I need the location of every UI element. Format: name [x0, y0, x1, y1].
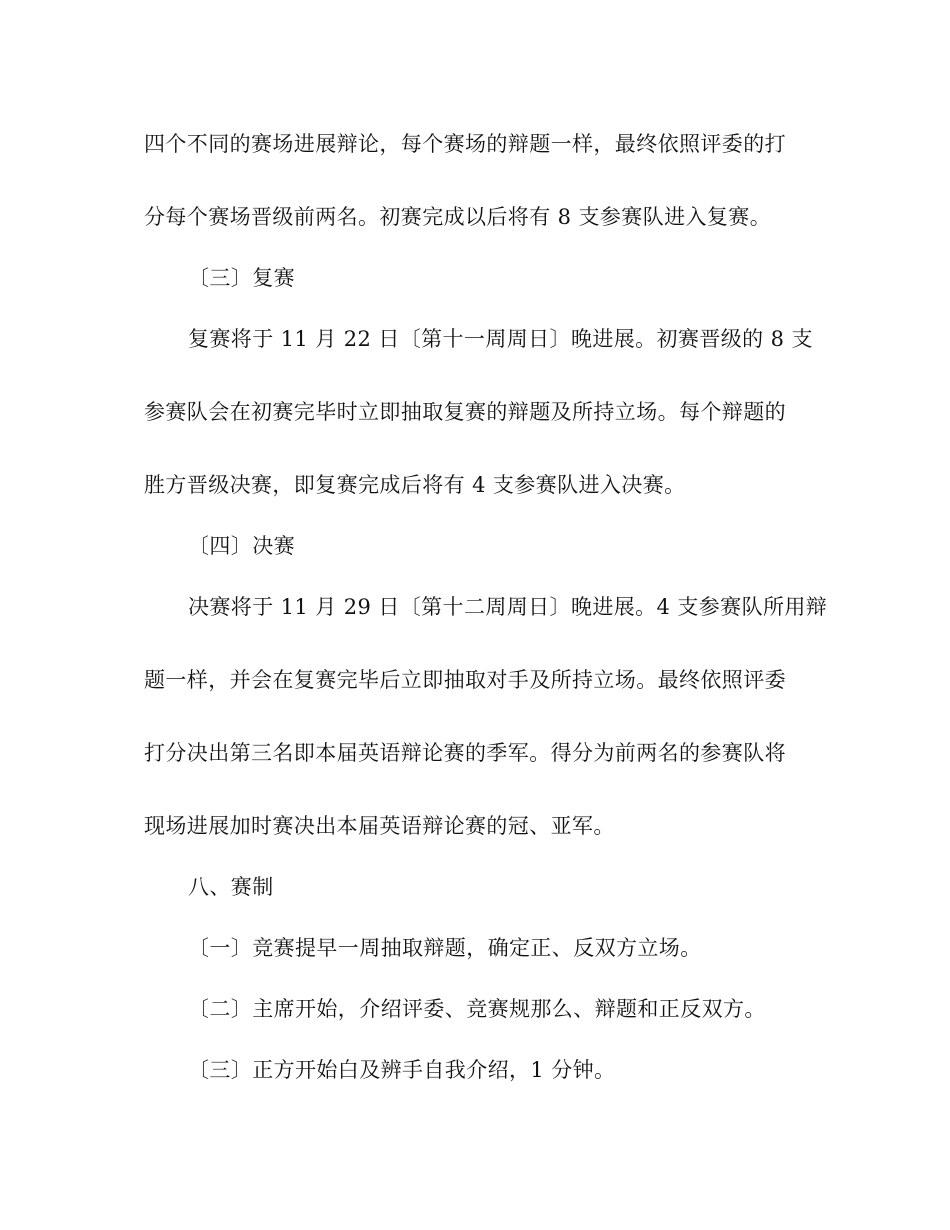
- paragraph-line: 四个不同的赛场进展辩论，每个赛场的辩题一样，最终依照评委的打: [144, 132, 786, 156]
- list-item: 〔三〕正方开始白及辨手自我介绍，1 分钟。: [188, 1058, 616, 1082]
- paragraph-line: 胜方晋级决赛，即复赛完成后将有 4 支参赛队进入决赛。: [144, 473, 686, 497]
- paragraph-line: 分每个赛场晋级前两名。初赛完成以后将有 8 支参赛队进入复赛。: [144, 205, 772, 229]
- paragraph-line: 题一样，并会在复赛完毕后立即抽取对手及所持立场。最终依照评委: [144, 668, 786, 692]
- section-heading: 〔四〕决赛: [188, 534, 295, 558]
- section-heading: 八、赛制: [188, 875, 274, 899]
- section-heading: 〔三〕复赛: [188, 266, 295, 290]
- paragraph-line: 参赛队会在初赛完毕时立即抽取复赛的辩题及所持立场。每个辩题的: [144, 400, 786, 424]
- paragraph-line: 打分决出第三名即本届英语辩论赛的季军。得分为前两名的参赛队将: [144, 741, 786, 765]
- list-item: 〔二〕主席开始，介绍评委、竞赛规那么、辩题和正反双方。: [188, 997, 766, 1021]
- list-item: 〔一〕竞赛提早一周抽取辩题，确定正、反双方立场。: [188, 936, 702, 960]
- paragraph-line: 复赛将于 11 月 22 日〔第十一周周日〕晚进展。初赛晋级的 8 支: [188, 327, 813, 351]
- paragraph-line: 现场进展加时赛决出本届英语辩论赛的冠、亚军。: [144, 814, 615, 838]
- paragraph-line: 决赛将于 11 月 29 日〔第十二周周日〕晚进展。4 支参赛队所用辩: [188, 595, 828, 619]
